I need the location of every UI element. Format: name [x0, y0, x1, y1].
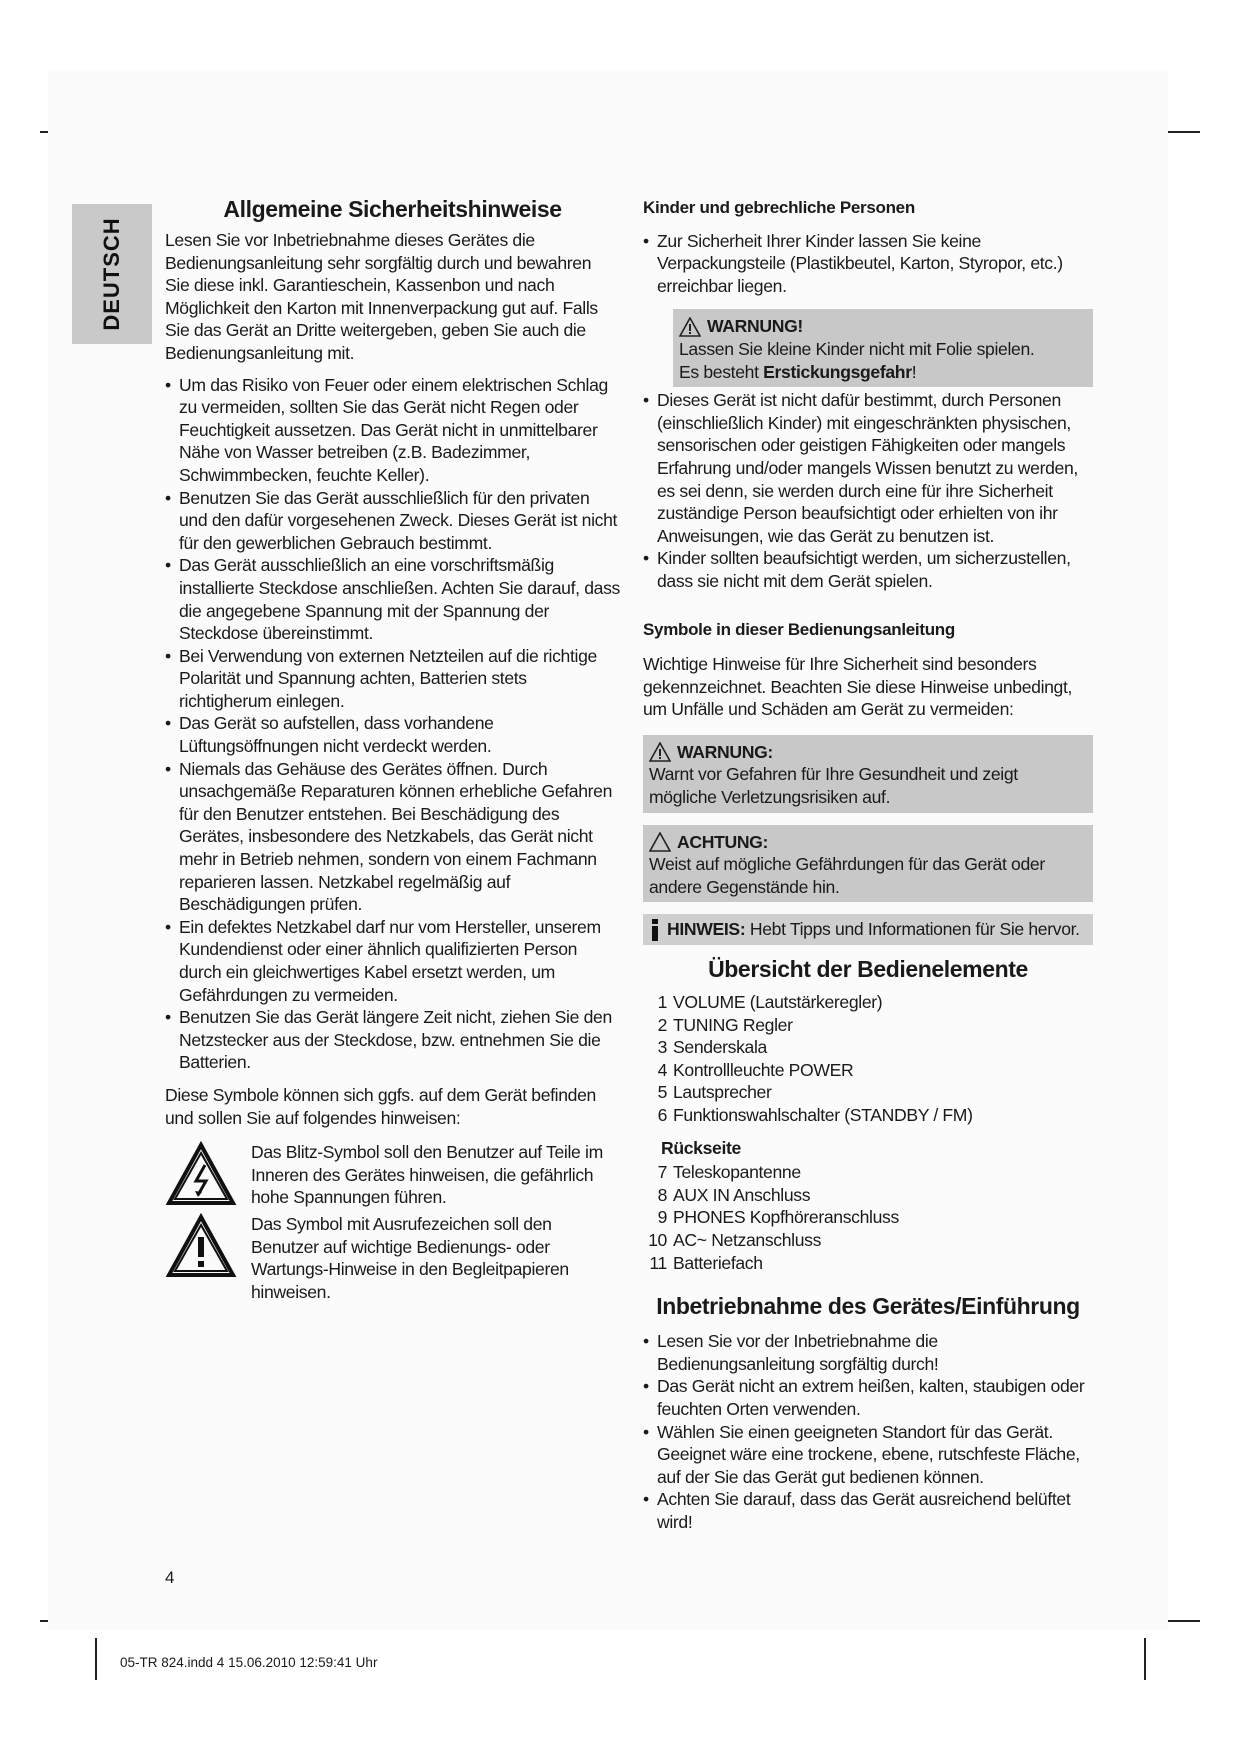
parts-list-back [643, 1161, 1093, 1274]
list-item: • Bei Verwendung von externen Netzteilen auf die richtige Polarität und Spannung achten, Batterien stets richtigherum einlegen. [165, 645, 620, 713]
warning-legend-text: Warnt vor Gefahren für Ihre Gesundheit und zeigt mögliche Verletzungsrisiken auf. [649, 764, 1018, 808]
hinweis-legend-text [667, 918, 1080, 941]
part-label: VOLUME (Lautstärkeregler) [673, 992, 883, 1013]
part-label: AUX IN Anschluss [673, 1184, 811, 1205]
list-item [643, 1104, 1093, 1127]
caution-triangle-icon [649, 832, 671, 852]
warning-legend-box [643, 735, 1093, 813]
list-item: • Wählen Sie einen geeigneten Standort für das Gerät. Geeignet wäre eine trockene, ebene, rutschfeste Fläche, auf der Sie das Gerät gut bedienen können. [643, 1421, 1093, 1489]
list-item [643, 1161, 1093, 1184]
list-item [643, 1059, 1093, 1082]
language-tab-label: DEUTSCH [99, 217, 124, 331]
list-item [643, 1081, 1093, 1104]
safety-list [165, 374, 620, 1074]
list-item: • Dieses Gerät ist nicht dafür bestimmt, durch Personen (einschließlich Kinder) mit eingeschränkten physischen, sensorischen oder geistigen Fähigkeiten oder mangels Erfahrung und/oder mangels Wissen benutzt zu werden, es sei denn, sie werden durch eine für ihre Sicherheit zuständige Person beaufsichtigt oder erhielten von ihr Anweisungen, wie das Gerät zu benutzen ist. [643, 389, 1093, 547]
section-title-safety: Allgemeine Sicherheitshinweise [223, 196, 562, 222]
symbole-title: Symbole in dieser Bedienungsanleitung [643, 619, 955, 639]
achtung-legend-box [643, 825, 1093, 903]
hinweis-legend-box [643, 914, 1093, 945]
print-footer: 05-TR 824.indd 4 15.06.2010 12:59:41 Uhr [120, 1655, 378, 1670]
achtung-legend-text: Weist auf mögliche Gefährdungen für das Gerät oder andere Gegenstände hin. [649, 854, 1045, 897]
safety-intro: Lesen Sie vor Inbetriebnahme dieses Gerätes die Bedienungsanleitung sehr sorgfältig durch und bewahren Sie diese inkl. Garantieschein, Kassenbon und nach Möglichkeit den Karton mit Innenverpackung gut auf. Falls Sie das Gerät an Dritte weitergeben, geben Sie auch die Bedienungsanleitung mit. [165, 230, 598, 363]
exclamation-warning-icon [165, 1213, 237, 1279]
info-icon [649, 919, 661, 941]
warning-line-2-end: ! [911, 361, 917, 382]
part-label: Teleskopantenne [673, 1162, 801, 1183]
part-label: PHONES Kopfhöreranschluss [673, 1207, 899, 1228]
warning-legend-head: WARNUNG: [677, 741, 773, 762]
list-item [643, 1252, 1093, 1275]
section-title-overview: Übersicht der Bedienelemente [708, 956, 1028, 983]
part-number: 6 [657, 1105, 667, 1125]
part-number: 1 [657, 992, 667, 1013]
part-number: 7 [657, 1162, 667, 1183]
list-item: • Achten Sie darauf, dass das Gerät ausreichend belüftet wird! [643, 1488, 1093, 1533]
section-title-inbetriebnahme: Inbetriebnahme des Gerätes/Einführung [656, 1293, 1080, 1320]
part-number: 2 [657, 1014, 667, 1035]
kinder-title: Kinder und gebrechliche Personen [643, 198, 915, 217]
list-item: • Benutzen Sie das Gerät längere Zeit nicht, ziehen Sie den Netzstecker aus der Steckdose, bzw. entnehmen Sie die Batterien. [165, 1006, 620, 1074]
list-item [643, 1229, 1093, 1252]
list-item: • Das Gerät ausschließlich an eine vorschriftsmäßig installierte Steckdose anschließen. Achten Sie darauf, dass die angegebene Spannung mit der Spannung der Steckdose übereinstimmt. [165, 554, 620, 644]
symbol-exclamation-row [165, 1213, 620, 1303]
crop-mark [1144, 1638, 1146, 1680]
warning-line-2 [679, 361, 1087, 384]
symbol-exclamation-text: Das Symbol mit Ausrufezeichen soll den Benutzer auf wichtige Bedienungs- oder Wartungs-Hinweise in den Begleitpapieren hinweisen. [251, 1213, 569, 1302]
part-label: AC~ Netzanschluss [673, 1229, 822, 1250]
list-item: • Benutzen Sie das Gerät ausschließlich für den privaten und den dafür vorgesehenen Zweck. Dieses Gerät ist nicht für den gewerblichen Gebrauch bestimmt. [165, 487, 620, 555]
rueckseite-heading: Rückseite [661, 1137, 741, 1158]
part-number: 5 [657, 1082, 667, 1103]
warning-legend-header [649, 741, 1087, 764]
inbetrieb-list [643, 1330, 1093, 1533]
part-number: 4 [657, 1059, 667, 1080]
part-label: Batteriefach [673, 1252, 763, 1273]
list-item: • Ein defektes Netzkabel darf nur vom Hersteller, unserem Kundendienst oder einer ähnlich qualifizierten Person durch ein gleichwertiges Kabel ersetzt werden, um Gefährdungen zu vermeiden. [165, 916, 620, 1006]
list-item: • Kinder sollten beaufsichtigt werden, um sicherzustellen, dass sie nicht mit dem Gerät spielen. [643, 547, 1093, 592]
part-number: 9 [657, 1207, 667, 1228]
left-column [165, 195, 620, 1303]
list-item [643, 991, 1093, 1014]
warning-box-children [673, 309, 1093, 387]
list-item: • Das Gerät so aufstellen, dass vorhandene Lüftungsöffnungen nicht verdeckt werden. [165, 712, 620, 757]
list-item: • Niemals das Gehäuse des Gerätes öffnen. Durch unsachgemäße Reparaturen können erhebliche Gefahren für den Benutzer entstehen. Bei Beschädigung des Gerätes, insbesondere des Netzkabels, das Gerät nicht mehr in Betrieb nehmen, sondern von einem Fachmann reparieren lassen. Netzkabel regelmäßig auf Beschädigungen prüfen. [165, 758, 620, 916]
warning-head: WARNUNG! [707, 316, 803, 337]
part-number: 3 [657, 1037, 667, 1058]
list-item [643, 1036, 1093, 1059]
achtung-legend-head: ACHTUNG: [677, 831, 769, 852]
part-label: Lautsprecher [673, 1082, 772, 1103]
symbols-intro: Diese Symbole können sich ggfs. auf dem Gerät befinden und sollen Sie auf folgendes hinweisen: [165, 1084, 596, 1128]
warning-triangle-icon [649, 742, 671, 762]
warning-line-2-text: Es besteht [679, 361, 764, 382]
part-label: Kontrollleuchte POWER [673, 1059, 854, 1080]
page-number: 4 [165, 1568, 175, 1587]
right-column [643, 195, 1093, 1534]
list-item: • Zur Sicherheit Ihrer Kinder lassen Sie keine Verpackungsteile (Plastikbeutel, Karton, Styropor, etc.) erreichbar liegen. [643, 230, 1093, 298]
symbole-text: Wichtige Hinweise für Ihre Sicherheit sind besonders gekennzeichnet. Beachten Sie diese Hinweise unbedingt, um Unfälle und Schäden am Gerät zu vermeiden: [643, 654, 1073, 720]
part-number: 11 [649, 1252, 667, 1273]
kinder-list-1 [643, 230, 1093, 298]
lightning-warning-icon [165, 1141, 237, 1207]
language-tab [72, 204, 152, 344]
part-number: 8 [657, 1184, 667, 1205]
part-label: TUNING Regler [673, 1014, 793, 1035]
list-item [643, 1014, 1093, 1037]
list-item: • Um das Risiko von Feuer oder einem elektrischen Schlag zu vermeiden, sollten Sie das Gerät nicht Regen oder Feuchtigkeit aussetzen. Das Gerät nicht in unmittelbarer Nähe von Wasser betreiben (z.B. Badezimmer, Schwimmbecken, feuchte Keller). [165, 374, 620, 487]
symbol-lightning-text: Das Blitz-Symbol soll den Benutzer auf Teile im Inneren des Gerätes hinweisen, die gefährlich hohe Spannungen führen. [251, 1142, 603, 1208]
parts-list-front [643, 991, 1093, 1127]
achtung-legend-header [649, 831, 1087, 854]
kinder-list-2 [643, 389, 1093, 592]
warning-box-header [679, 315, 1087, 338]
warning-line-1: Lassen Sie kleine Kinder nicht mit Folie spielen. [679, 338, 1035, 359]
list-item [643, 1184, 1093, 1207]
symbol-lightning-row [165, 1141, 620, 1209]
hinweis-head: HINWEIS: [667, 919, 746, 940]
part-label: Funktionswahlschalter (STANDBY / FM) [673, 1105, 973, 1125]
warning-line-2-bold: Erstickungsgefahr [763, 361, 912, 382]
warning-triangle-icon [679, 317, 701, 337]
list-item: • Das Gerät nicht an extrem heißen, kalten, staubigen oder feuchten Orten verwenden. [643, 1375, 1093, 1420]
list-item: • Lesen Sie vor der Inbetriebnahme die Bedienungsanleitung sorgfältig durch! [643, 1330, 1093, 1375]
part-number: 10 [648, 1229, 667, 1250]
hinweis-body: Hebt Tipps und Informationen für Sie hervor. [749, 919, 1080, 940]
crop-mark [95, 1638, 97, 1680]
part-label: Senderskala [673, 1037, 767, 1058]
list-item [643, 1206, 1093, 1229]
